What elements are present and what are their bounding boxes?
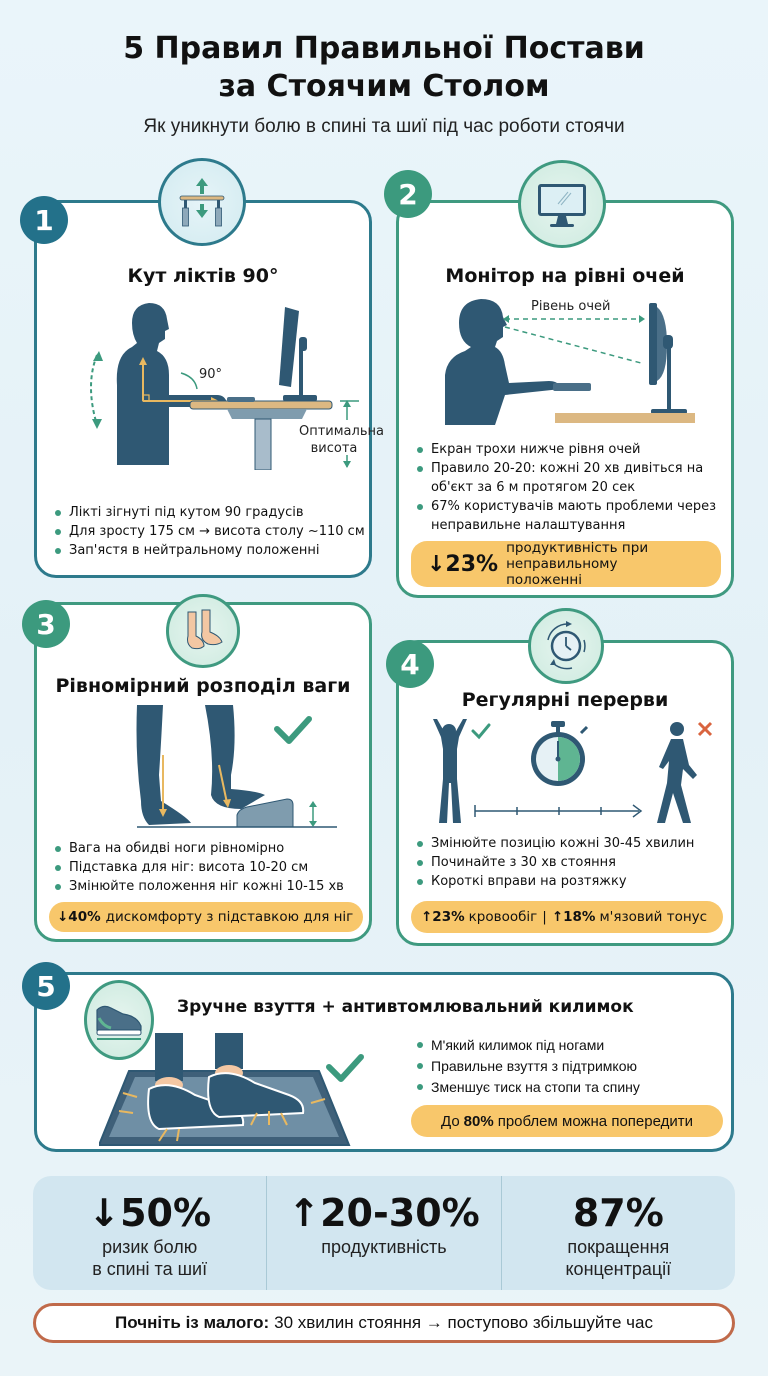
page-title	[0, 30, 768, 106]
rule-3-number-badge: 3	[22, 600, 70, 648]
footer-tip-bold: Почніть із малого:	[115, 1313, 270, 1332]
rule-5-title: Зручне взуття + антивтомлювальний килимок	[177, 997, 634, 1017]
breaks-illustration	[419, 719, 719, 829]
highlight-value: 80%	[463, 1112, 494, 1130]
bullet: Короткі вправи на розтяжку	[415, 872, 735, 891]
clock-cycle-icon	[528, 608, 604, 684]
highlight-value-2: ↑18%	[551, 909, 596, 925]
rule-1-number-badge: 1	[20, 196, 68, 244]
highlight-text: дискомфорту з підставкою для ніг	[105, 909, 354, 925]
stat-label: продуктивність	[321, 1237, 447, 1257]
bullet: Для зросту 175 см → висота столу ~110 см	[53, 522, 373, 541]
highlight-text-1: кровообіг	[468, 909, 538, 925]
eye-level-label: Рівень очей	[531, 299, 611, 314]
angle-label: 90°	[199, 367, 223, 382]
stat-value: 87%	[572, 1191, 664, 1235]
rule-5-highlight	[411, 1105, 723, 1137]
highlight-separator: |	[542, 909, 547, 925]
bullet: Лікті зігнуті під кутом 90 градусів	[53, 503, 373, 522]
rule-2-number-badge: 2	[384, 170, 432, 218]
feet-icon	[166, 594, 240, 668]
rule-card-2	[396, 200, 734, 598]
footer-tip-text: 30 хвилин стояння → поступово збільшуйте час	[274, 1313, 653, 1332]
bullet: Екран трохи нижче рівня очей	[415, 440, 731, 459]
bullet: М'який килимок під ногами	[415, 1035, 725, 1056]
adjustable-desk-icon	[158, 158, 246, 246]
stat-productivity	[267, 1176, 501, 1290]
rule-4-number-badge: 4	[386, 640, 434, 688]
stat-concentration	[502, 1176, 735, 1290]
stat-value: ↑20-30%	[288, 1191, 480, 1235]
rule-1-bullets	[53, 503, 373, 560]
rule-card-1	[34, 200, 384, 578]
elbow-angle-illustration	[77, 295, 384, 470]
highlight-text: продуктивність при неправильному положенні	[506, 540, 649, 588]
highlight-value: ↓40%	[57, 909, 101, 925]
sneaker-icon	[84, 980, 154, 1060]
stat-label: покращення	[567, 1237, 670, 1257]
weight-distribution-illustration	[97, 705, 347, 835]
rule-2-title: Монітор на рівні очей	[445, 265, 685, 287]
stat-value: ↓50%	[88, 1191, 212, 1235]
monitor-icon	[518, 160, 606, 248]
stat-label: концентрації	[565, 1259, 672, 1279]
bullet: Починайте з 30 хв стояння	[415, 853, 735, 872]
optimal-height-label: Оптимальна висота	[299, 424, 384, 456]
rule-4-title: Регулярні перерви	[461, 689, 669, 711]
bullet: Правильне взуття з підтримкою	[415, 1056, 725, 1077]
page-subtitle: Як уникнути болю в спині та шиї під час роботи стоячи	[143, 116, 625, 137]
bullet: Вага на обидві ноги рівномірно	[53, 839, 373, 858]
rule-5-number-badge: 5	[22, 962, 70, 1010]
title-line-1: 5 Правил Правильної Постави	[123, 31, 645, 66]
highlight-value-1: ↑23%	[421, 909, 465, 925]
stat-label: ризик болю	[102, 1237, 198, 1257]
rule-4-highlight	[411, 901, 723, 933]
bullet: Зап'ястя в нейтральному положенні	[53, 541, 373, 560]
rule-2-bullets	[415, 440, 731, 535]
highlight-value: ↓23%	[427, 551, 499, 577]
highlight-text: проблем можна попередити	[497, 1112, 693, 1130]
rule-4-bullets	[415, 834, 735, 891]
bullet: 67% користувачів мають проблеми через неправильне налаштування	[415, 497, 731, 535]
bullet: Правило 20-20: кожні 20 хв дивіться на об'єкт за 6 м протягом 20 сек	[415, 459, 731, 497]
rule-5-bullets	[415, 1035, 725, 1098]
bullet: Зменшує тиск на стопи та спину	[415, 1077, 725, 1098]
highlight-text-2: м'язовий тонус	[599, 909, 708, 925]
rule-3-highlight	[49, 902, 363, 932]
stat-label: в спині та шиї	[92, 1259, 208, 1279]
bullet: Змінюйте позицію кожні 30-45 хвилин	[415, 834, 735, 853]
summary-stats-panel	[33, 1176, 735, 1290]
title-line-2: за Стоячим Столом	[218, 69, 550, 104]
bullet: Підставка для ніг: висота 10-20 см	[53, 858, 373, 877]
highlight-prefix: До	[441, 1112, 460, 1130]
rule-3-title: Рівномірний розподіл ваги	[55, 675, 351, 697]
stat-pain-risk	[33, 1176, 267, 1290]
rule-1-title: Кут ліктів 90°	[127, 265, 279, 287]
rule-2-highlight	[411, 541, 721, 587]
eye-level-illustration	[445, 295, 695, 425]
footer-tip	[33, 1303, 735, 1343]
rule-card-4	[396, 640, 734, 946]
bullet: Змінюйте положення ніг кожні 10-15 хв	[53, 877, 373, 896]
rule-3-bullets	[53, 839, 373, 896]
